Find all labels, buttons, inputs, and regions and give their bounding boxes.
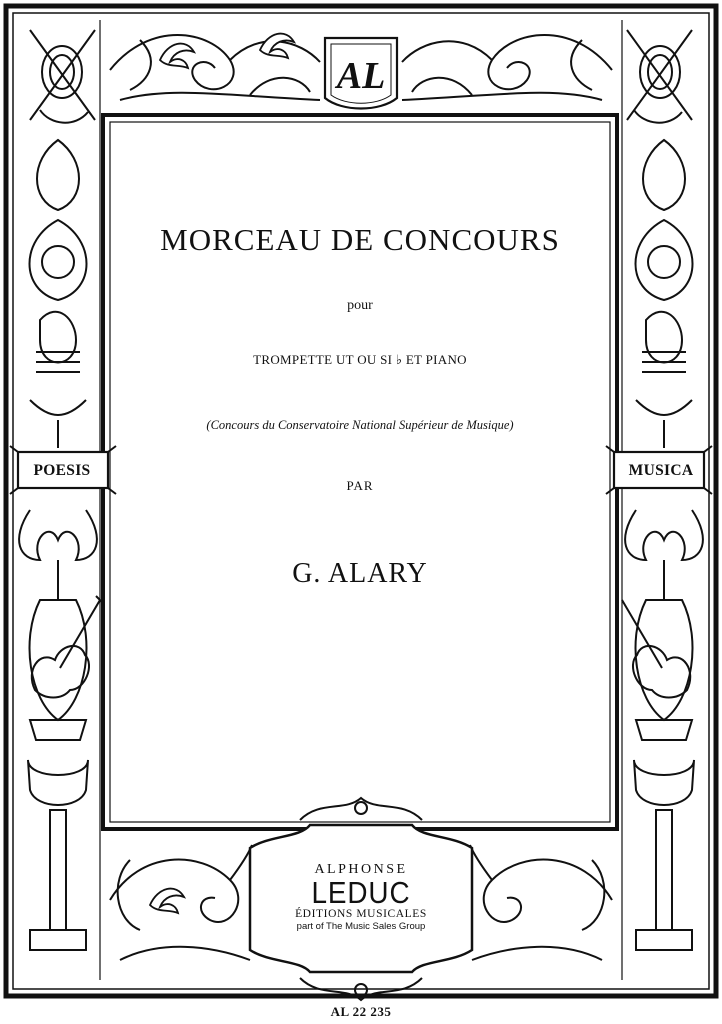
competition-note: (Concours du Conservatoire National Supérieur de Musique) [206, 418, 514, 432]
poesis-label: POESIS [33, 462, 91, 479]
publisher-line-3: ÉDITIONS MUSICALES [295, 908, 427, 920]
monogram-icon [325, 38, 397, 109]
catalog-number: AL 22 235 [330, 1004, 392, 1019]
pour-text: pour [347, 298, 373, 313]
page-title: MORCEAU DE CONCOURS [160, 222, 560, 257]
publisher-cartouche [256, 862, 466, 933]
violin-icon [32, 596, 104, 698]
par-text: PAR [346, 478, 374, 493]
publisher-line-1: ALPHONSE [314, 862, 408, 877]
violin-icon [622, 600, 690, 698]
composer-name: G. ALARY [292, 558, 428, 589]
title-panel [110, 122, 610, 822]
svg-text:AL: AL [336, 55, 386, 97]
musica-label: MUSICA [628, 462, 694, 479]
publisher-line-4: part of The Music Sales Group [296, 921, 426, 932]
instrumentation-text: TROMPETTE UT OU SI ♭ ET PIANO [253, 352, 467, 367]
publisher-line-2: LEDUC [311, 875, 411, 910]
